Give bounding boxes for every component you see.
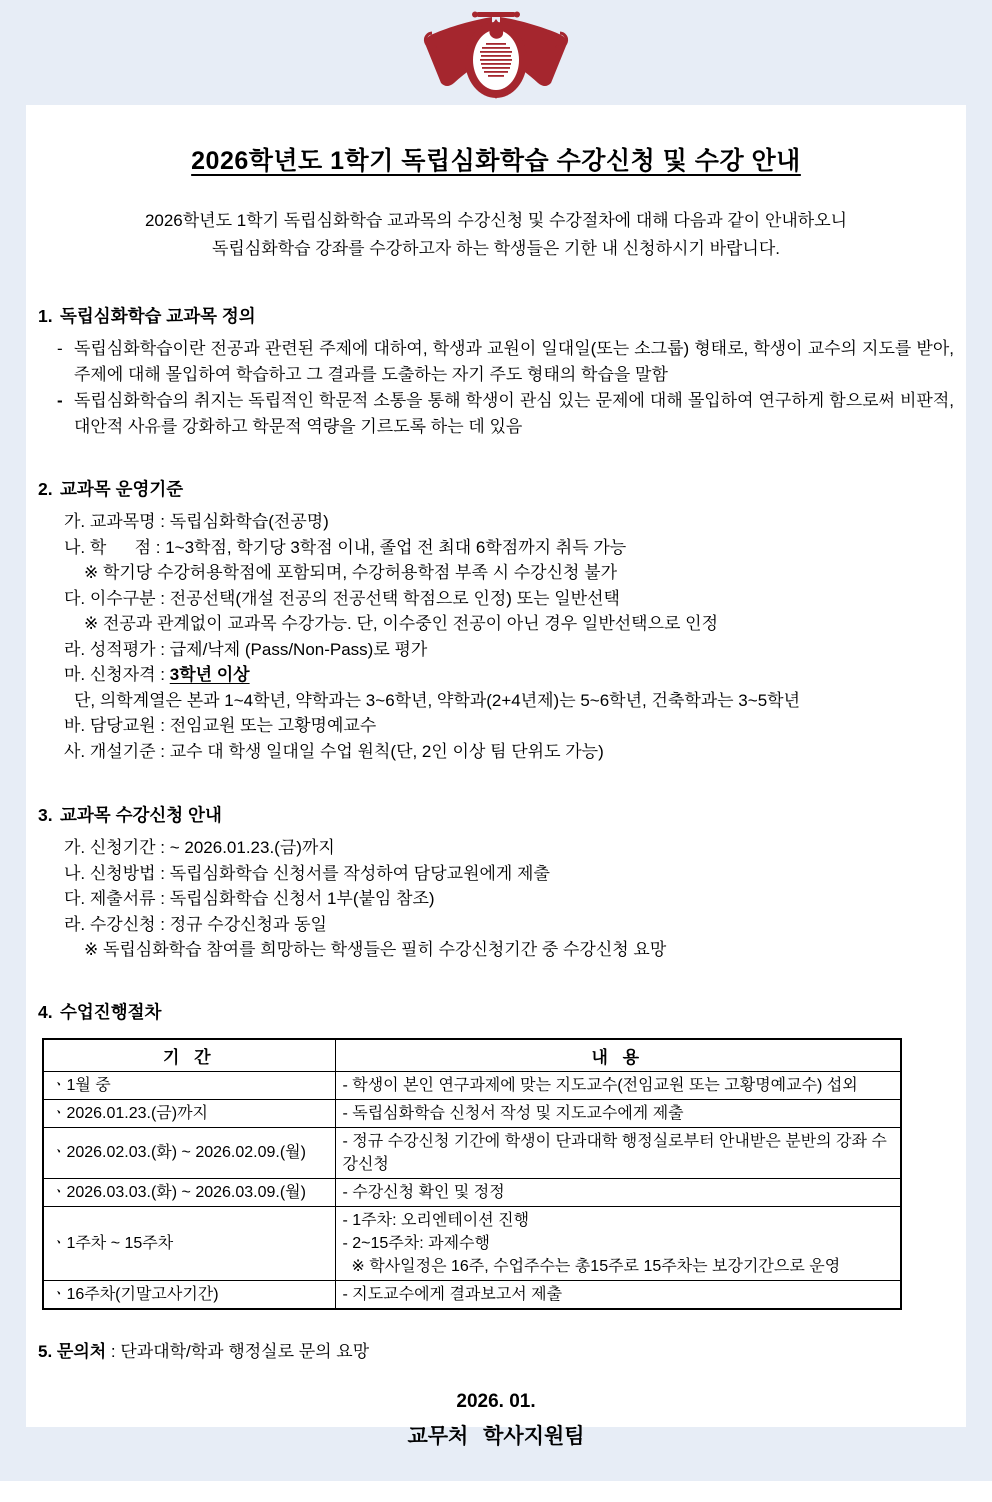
content-line: - 학생이 본인 연구과제에 맞는 지도교수(전임교원 또는 고황명예교수) 섭외 <box>342 1076 858 1094</box>
content-cell <box>335 1099 901 1127</box>
bullet-item <box>57 388 959 440</box>
section-items <box>38 835 954 963</box>
table-row <box>43 1280 901 1309</box>
list-item-documents: 다. 제출서류 : 독립심화학습 신청서 1부(붙임 참조) <box>64 889 435 908</box>
table-row <box>43 1127 901 1178</box>
content-cell <box>335 1178 901 1206</box>
content-line: - 1주차: 오리엔테이션 진행 <box>342 1211 530 1229</box>
content-line: ※ 학사일정은 16주, 수업주수는 총15주로 15주차는 보강기간으로 운영 <box>342 1257 841 1275</box>
procedure-table <box>42 1038 902 1310</box>
bullet-text: 독립심화학습의 취지는 독립적인 학문적 소통을 통해 학생이 관심 있는 문제에 대해 몰입하여 연구하게 함으로써 비판적, 대안적 사유를 강화하고 학문적 역량을 기르도록 하는 데 있음 <box>74 391 959 436</box>
intro-line-2: 독립심화학습 강좌를 수강하고자 하는 학생들은 기한 내 신청하시기 바랍니다. <box>211 239 780 258</box>
section-contact <box>38 1338 954 1365</box>
table-row <box>43 1099 901 1127</box>
bullet-dash: - <box>57 339 63 358</box>
section-items <box>38 509 954 764</box>
list-item-credits: 나. 학 점 : 1~3학점, 학기당 3학점 이내, 졸업 전 최대 6학점까지 취득 가능 <box>64 537 627 557</box>
section-heading-text: 독립심화학습 교과목 정의 <box>60 306 256 326</box>
eligibility-emphasis: 3학년 이상 <box>169 665 250 684</box>
period-cell: ㆍ2026.02.03.(화) ~ 2026.02.09.(월) <box>43 1127 335 1178</box>
section-heading-text: 교과목 운영기준 <box>60 479 184 499</box>
list-item-opening-criteria: 사. 개설기준 : 교수 대 학생 일대일 수업 원칙(단, 2인 이상 팀 단위도 가능) <box>64 741 604 761</box>
content-line: - 정규 수강신청 기간에 학생이 단과대학 행정실로부터 안내받은 분반의 강좌 수강신청 <box>342 1132 887 1173</box>
list-item-course-name: 가. 교과목명 : 독립심화학습(전공명) <box>64 512 329 531</box>
content-cell <box>335 1206 901 1280</box>
section-heading <box>38 802 954 829</box>
content-line: - 2~15주차: 과제수행 <box>342 1234 490 1252</box>
bullet-dash: - <box>57 391 63 410</box>
list-item-grading: 라. 성적평가 : 급제/낙제 (Pass/Non-Pass)로 평가 <box>64 639 428 659</box>
title-block <box>38 141 954 177</box>
bullet-text: 독립심화학습이란 전공과 관련된 주제에 대하여, 학생과 교원이 일대일(또는 소그룹) 형태로, 학생이 교수의 지도를 받아, 주제에 대해 몰입하여 학습하고 그 결과를 도출하는 자기 주도 형태의 학습을 말함 <box>74 339 959 384</box>
section-heading <box>38 303 954 330</box>
content-line: - 독립심화학습 신청서 작성 및 지도교수에게 제출 <box>342 1104 684 1122</box>
eligibility-label: 마. 신청자격 : <box>64 665 170 684</box>
content-cell <box>335 1071 901 1099</box>
eligibility-exception: 단, 의학계열은 본과 1~4학년, 약학과는 3~6학년, 약학과(2+4년제)는 5~6학년, 건축학과는 3~5학년 <box>74 690 800 710</box>
column-header-content: 내 용 <box>335 1039 901 1072</box>
section-class-procedure <box>38 999 954 1310</box>
section-heading <box>38 999 954 1026</box>
section-operation-criteria <box>38 476 954 764</box>
section-heading-text: 수업진행절차 <box>60 1001 162 1022</box>
intro-line-1: 2026학년도 1학기 독립심화학습 교과목의 수강신청 및 수강절차에 대해 다음과 같이 안내하오니 <box>144 211 848 230</box>
page-title: 2026학년도 1학기 독립심화학습 수강신청 및 수강 안내 <box>191 147 801 175</box>
period-cell: ㆍ2026.03.03.(화) ~ 2026.03.09.(월) <box>43 1178 335 1206</box>
period-cell: ㆍ1월 중 <box>43 1071 335 1099</box>
section-heading <box>38 476 954 503</box>
table-row <box>43 1071 901 1099</box>
section-course-definition <box>38 303 959 440</box>
table-row <box>43 1178 901 1206</box>
contact-label: 5. 문의처 <box>38 1341 107 1361</box>
section-number: 1. <box>38 306 53 326</box>
section-registration-guide <box>38 802 954 963</box>
list-item-eligibility <box>64 662 954 688</box>
content-cell <box>335 1127 901 1178</box>
contact-text: : 단과대학/학과 행정실로 문의 요망 <box>106 1341 370 1361</box>
note-registration: ※ 독립심화학습 참여를 희망하는 학생들은 필히 수강신청기간 중 수강신청 요망 <box>84 940 667 959</box>
table-row <box>43 1206 901 1280</box>
period-cell: ㆍ1주차 ~ 15주차 <box>43 1206 335 1280</box>
section-heading-text: 교과목 수강신청 안내 <box>60 805 222 825</box>
list-item-completion-type: 다. 이수구분 : 전공선택(개설 전공의 전공선택 학점으로 인정) 또는 일반선택 <box>64 588 620 608</box>
table-header-row <box>43 1039 901 1072</box>
footer-date: 2026. 01. <box>456 1390 536 1412</box>
section-items <box>38 336 959 440</box>
university-emblem-icon <box>418 6 574 102</box>
note-credit-limit: ※ 학기당 수강허용학점에 포함되며, 수강허용학점 부족 시 수강신청 불가 <box>84 563 617 582</box>
content-cell <box>335 1280 901 1309</box>
period-cell: ㆍ16주차(기말고사기간) <box>43 1280 335 1309</box>
section-number: 2. <box>38 479 53 499</box>
footer-department: 교무처 학사지원팀 <box>407 1424 585 1448</box>
list-item-apply-method: 나. 신청방법 : 독립심화학습 신청서를 작성하여 담당교원에게 제출 <box>64 863 550 883</box>
content-line: - 지도교수에게 결과보고서 제출 <box>342 1285 563 1303</box>
period-cell: ㆍ2026.01.23.(금)까지 <box>43 1099 335 1127</box>
intro-paragraph <box>38 207 954 263</box>
bullet-item <box>57 336 959 388</box>
note-completion-type: ※ 전공과 관계없이 교과목 수강가능. 단, 이수중인 전공이 아닌 경우 일반선택으로 인정 <box>84 614 718 633</box>
column-header-period: 기 간 <box>43 1039 335 1072</box>
document-sheet <box>26 105 966 1448</box>
list-item-apply-period: 가. 신청기간 : ~ 2026.01.23.(금)까지 <box>64 838 335 857</box>
list-item-registration: 라. 수강신청 : 정규 수강신청과 동일 <box>64 914 327 934</box>
section-number: 4. <box>38 1001 53 1022</box>
university-logo <box>418 6 574 102</box>
content-line: - 수강신청 확인 및 정정 <box>342 1183 505 1201</box>
list-item-instructor: 바. 담당교원 : 전임교원 또는 고황명예교수 <box>64 716 377 735</box>
section-number: 3. <box>38 805 53 825</box>
